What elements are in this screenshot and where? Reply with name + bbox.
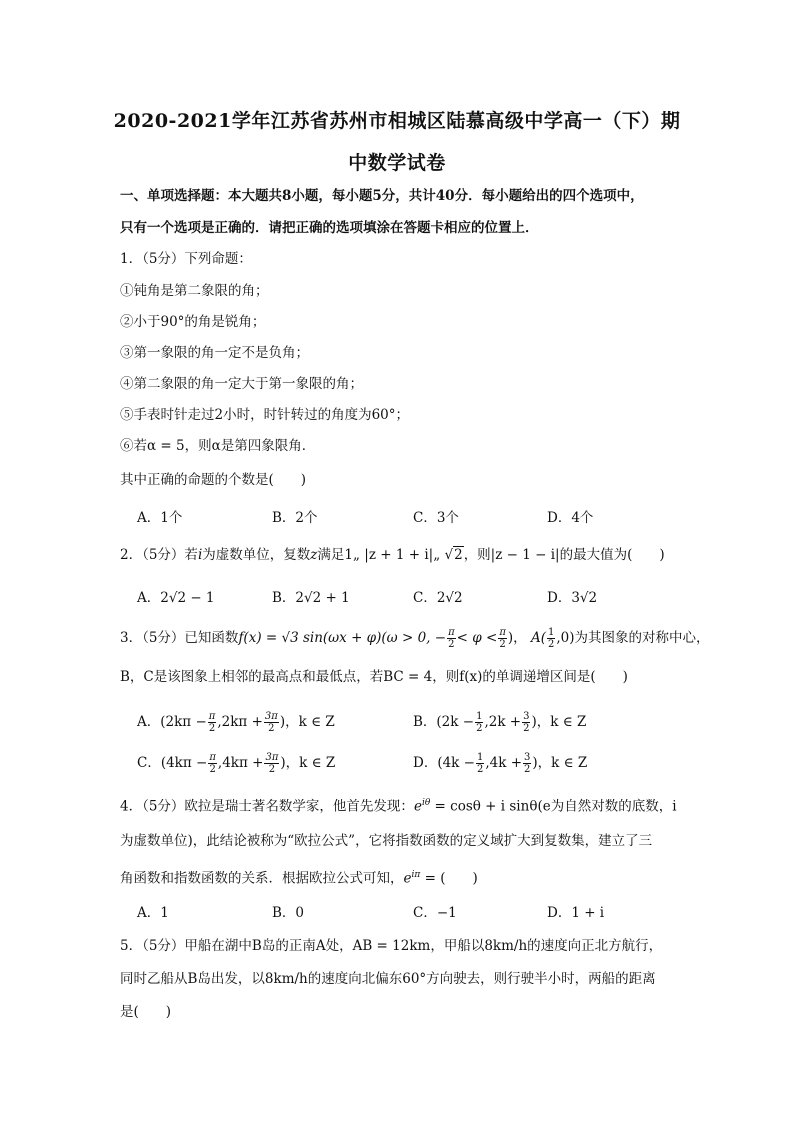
q1-item-2: ②小于90°的角是锐角； — [120, 314, 266, 330]
q2-option-b: B．2√2 + 1 — [272, 590, 350, 606]
q1-option-d: D．4个 — [547, 510, 594, 526]
q2-stem — [120, 546, 665, 564]
q5-stem-line1: 5．（5分）甲船在湖中B岛的正南A处，AB = 12km，甲船以8km/h的速度向正北方航行， — [120, 938, 663, 954]
q2-leq-symbol: „ — [352, 547, 360, 563]
q5-stem-line3: 是( ) — [120, 1004, 172, 1020]
q1-item-3: ③第一象限的角一定不是负角； — [120, 345, 309, 361]
q2-var-i: i — [197, 547, 203, 563]
q2-stem-part1: 2．（5分）若 — [120, 547, 198, 563]
q4-option-c: C．−1 — [413, 905, 457, 921]
q2-sqrt2: √2 — [444, 547, 463, 563]
q1-question: 其中正确的命题的个数是( ) — [120, 472, 307, 488]
q4-stem-line1: 4．（5分）欧拉是瑞士著名数学家，他首先发现：$e^{i\theta} = \cos\theta + i$ sinθ(e为自然对数的底数，i — [120, 798, 677, 815]
exam-title-line2: 中数学试卷 — [348, 152, 446, 174]
q1-item-4: ④第二象限的角一定大于第一象限的角； — [120, 376, 363, 392]
section-heading-line2: 只有一个选项是正确的．请把正确的选项填涂在答题卡相应的位置上． — [120, 220, 539, 236]
q3-option-b: B．(2k − $\frac{1}{2}$ ,2k + $\frac{3}{2}$ )，k ∈ Z — [413, 711, 587, 734]
q1-stem: 1．（5分）下列命题： — [120, 251, 252, 267]
q1-item-1: ①钝角是第二象限的角； — [120, 283, 269, 299]
q2-option-d: D．3√2 — [547, 590, 598, 606]
q2-option-c: C．2√2 — [413, 590, 463, 606]
q5-stem-line2: 同时乙船从B岛出发，以8km/h的速度向北偏东60°方向驶去，则行驶半小时，两船的距离 — [120, 971, 656, 987]
q4-option-b: B．0 — [272, 905, 305, 921]
q1-item-5: ⑤手表时针走过2小时，时针转过的角度为60°； — [120, 407, 410, 423]
q4-option-d: D．1 + i — [547, 905, 605, 921]
q2-var-z: z — [310, 547, 318, 563]
q3-option-a: A．(2kπ − $\frac{\pi}{2}$ ,2kπ + $\frac{3\pi}{2}$ )，k ∈ Z — [137, 711, 335, 734]
section-heading-line1: 一、单项选择题：本大题共8小题，每小题5分，共计40分．每小题给出的四个选项中， — [120, 188, 644, 204]
q1-option-b: B．2个 — [272, 510, 318, 526]
q2-leq-symbol-2: „ — [433, 547, 441, 563]
q4-stem-line2: 为虚数单位)，此结论被称为“欧拉公式”，它将指数函数的定义域扩大到复数集，建立了三 — [120, 833, 653, 849]
q2-stem-part5: ，则|z − 1 − i|的最大值为( ) — [463, 547, 665, 563]
q1-option-c: C．3个 — [413, 510, 459, 526]
q1-option-a: A．1个 — [137, 510, 183, 526]
q4-stem-line3: 角函数和指数函数的关系．根据欧拉公式可知，$e^{i\pi}$ = ( ) — [120, 870, 478, 887]
q2-stem-modulus: |z + 1 + i| — [364, 547, 434, 563]
q2-stem-part2: 为虚数单位，复数 — [202, 547, 311, 563]
q4-option-a: A．1 — [137, 905, 169, 921]
q1-item-6: ⑥若α = 5，则α是第四象限角． — [120, 438, 316, 454]
q3-option-c: C．(4kπ − $\frac{\pi}{2}$ ,4kπ + $\frac{3\pi}{2}$ )，k ∈ Z — [137, 752, 336, 775]
q2-stem-part3: 满足1 — [317, 547, 353, 563]
q3-stem-line1: 3．（5分）已知函数f(x) = √3 sin(ωx + φ)(ω > 0, − $\frac{\pi}{2}$ < φ < $\frac{\pi}{2}$ )， A( $\frac{1}{2}$ ,0)为其图象的对称中心， — [120, 627, 710, 650]
q3-option-d: D．(4k − $\frac{1}{2}$ ,4k + $\frac{3}{2}$ )，k ∈ Z — [413, 752, 588, 775]
q2-option-a: A．2√2 − 1 — [137, 590, 215, 606]
exam-title-line1: 2020-2021学年江苏省苏州市相城区陆慕高级中学高一（下）期 — [113, 110, 681, 132]
q3-stem-line2: B，C是该图象上相邻的最高点和最低点，若BC = 4，则f(x)的单调递增区间是( ) — [120, 669, 628, 685]
